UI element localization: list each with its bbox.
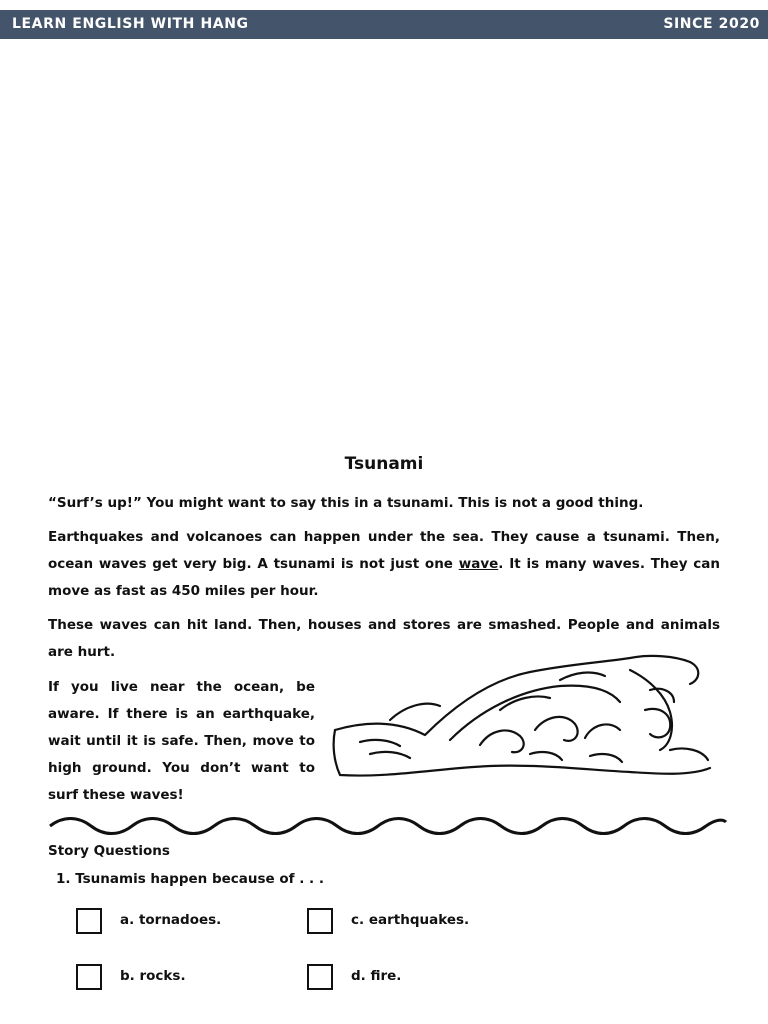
wavy-divider-icon (48, 814, 728, 838)
option-b-label: b. rocks. (120, 968, 186, 984)
story-paragraph-2 (48, 524, 720, 605)
header-bar (0, 10, 768, 39)
option-a-label: a. tornadoes. (120, 912, 222, 928)
paragraph-2-text-a: Earthquakes and volcanoes can happen under the sea. They cause a tsunami. Then, ocean waves get very big. A tsunami is not just one (48, 529, 720, 572)
header-left-text: LEARN ENGLISH WITH HANG (12, 16, 249, 32)
story-questions-heading: Story Questions (48, 843, 170, 859)
option-c-label: c. earthquakes. (351, 912, 470, 928)
option-d-label: d. fire. (351, 968, 402, 984)
wave-illustration-icon (330, 650, 715, 785)
underlined-word: wave (458, 556, 499, 572)
checkbox-option-c[interactable] (307, 908, 333, 934)
story-paragraph-3: These waves can hit land. Then, houses and stores are smashed. People and animals are hurt. (48, 617, 720, 660)
question-1: 1. Tsunamis happen because of . . . (56, 871, 325, 887)
checkbox-option-d[interactable] (307, 964, 333, 990)
checkbox-option-a[interactable] (76, 908, 102, 934)
checkbox-option-b[interactable] (76, 964, 102, 990)
header-right-text: SINCE 2020 (663, 16, 760, 32)
paragraph-2-text-b: . It is many waves. They can move as fast as 450 miles per hour. (48, 556, 720, 599)
story-paragraph-4: If you live near the ocean, be aware. If there is an earthquake, wait until it is safe. Then, move to high ground. You don’t want to surf these waves! (48, 679, 315, 803)
story-paragraph-1: “Surf’s up!” You might want to say this in a tsunami. This is not a good thing. (48, 495, 644, 511)
story-title: Tsunami (344, 454, 424, 474)
